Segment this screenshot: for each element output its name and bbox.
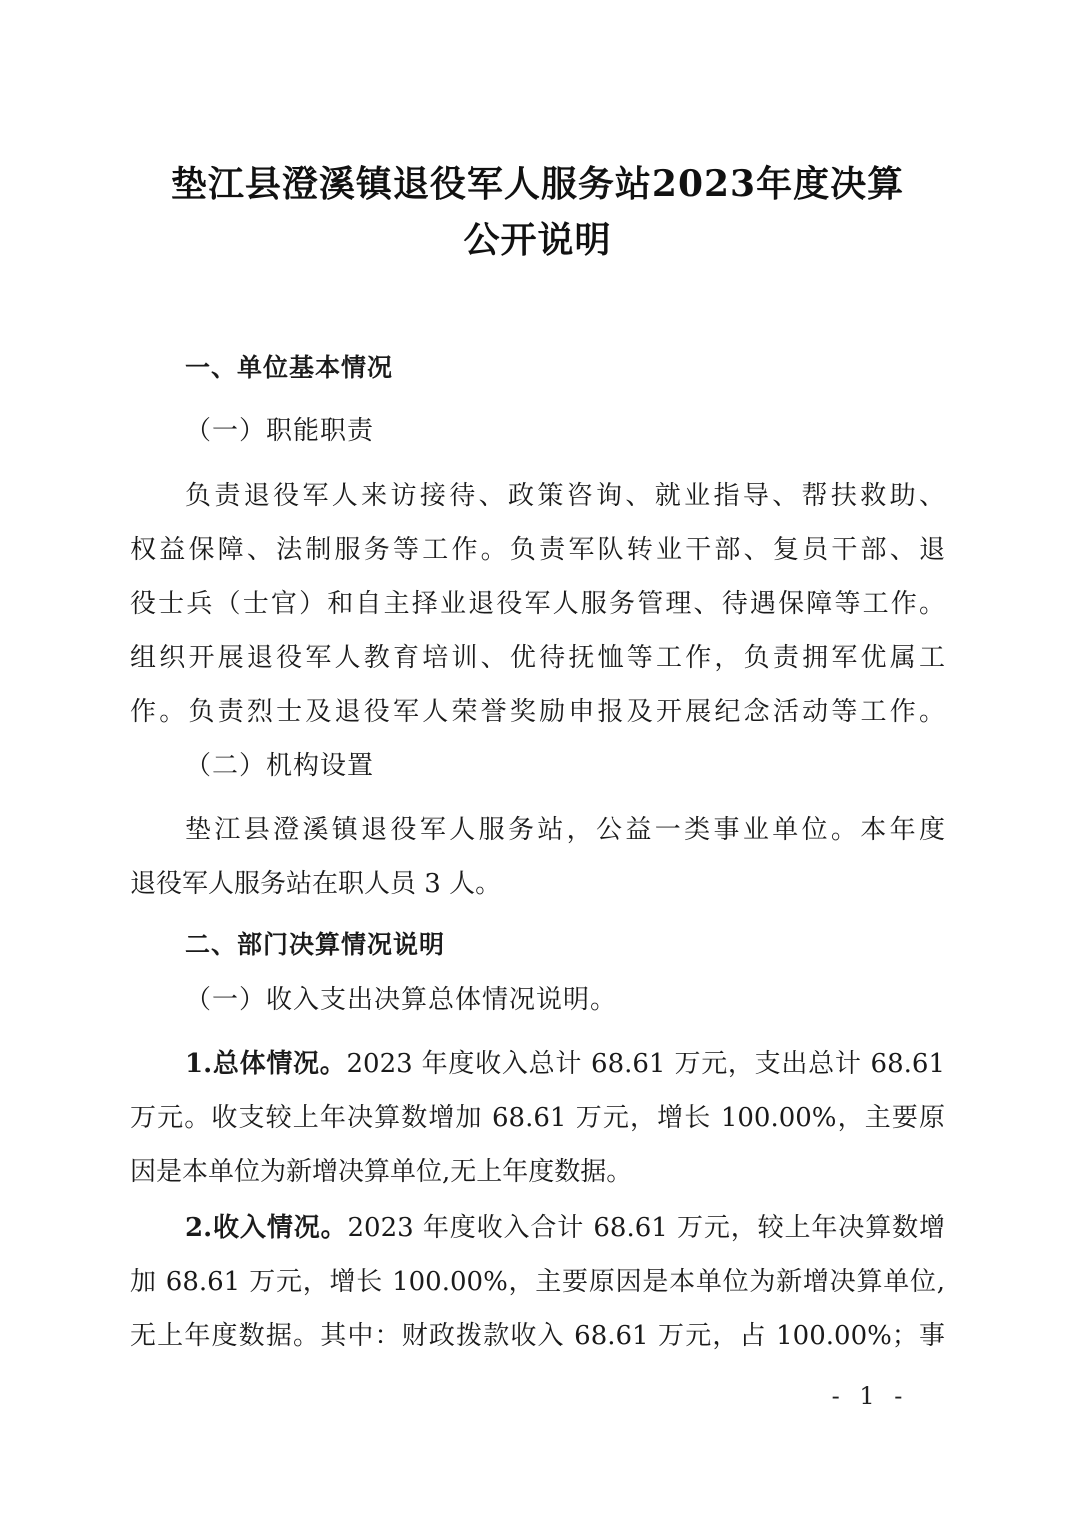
section-heading-final-accounts: 二、部门决算情况说明	[185, 930, 446, 959]
overview-line-1-text: 2023 年度收入总计 68.61 万元，支出总计 68.61	[346, 1049, 945, 1079]
income-paragraph-line-2: 加 68.61 万元，增长 100.00%，主要原因是本单位为新增决算单位,	[130, 1267, 945, 1297]
duties-line-4: 组织开展退役军人教育培训、优待抚恤等工作，负责拥军优属工	[130, 643, 945, 673]
overview-label: 1.总体情况。	[185, 1049, 347, 1079]
overview-paragraph-line-1	[185, 1046, 945, 1082]
duties-line-2: 权益保障、法制服务等工作。负责军队转业干部、复员干部、退	[130, 535, 945, 565]
income-label: 2.收入情况。	[185, 1213, 348, 1243]
document-title-line-1: 垫江县澄溪镇退役军人服务站2023年度决算	[170, 163, 905, 205]
income-paragraph-line-3: 无上年度数据。其中：财政拨款收入 68.61 万元，占 100.00%；事	[130, 1321, 945, 1351]
subheading-duties: （一）职能职责	[185, 416, 375, 446]
subheading-income-expense-overview: （一）收入支出决算总体情况说明。	[185, 985, 618, 1015]
income-paragraph-line-1	[185, 1210, 945, 1246]
duties-line-3: 役士兵（士官）和自主择业退役军人服务管理、待遇保障等工作。	[130, 589, 945, 619]
section-heading-basic-info: 一、单位基本情况	[185, 353, 394, 382]
org-line-1: 垫江县澄溪镇退役军人服务站，公益一类事业单位。本年度	[185, 815, 945, 845]
income-line-1-text: 2023 年度收入合计 68.61 万元，较上年决算数增	[347, 1213, 945, 1243]
page-number: - 1 -	[831, 1382, 909, 1410]
duties-line-1: 负责退役军人来访接待、政策咨询、就业指导、帮扶救助、	[185, 481, 945, 511]
duties-line-5: 作。负责烈士及退役军人荣誉奖励申报及开展纪念活动等工作。	[130, 697, 945, 727]
overview-paragraph-line-2: 万元。收支较上年决算数增加 68.61 万元，增长 100.00%，主要原	[130, 1103, 945, 1133]
overview-paragraph-line-3: 因是本单位为新增决算单位,无上年度数据。	[130, 1157, 633, 1187]
org-line-2: 退役军人服务站在职人员 3 人。	[130, 869, 502, 899]
document-title-line-2: 公开说明	[463, 219, 612, 261]
subheading-organization: （二）机构设置	[185, 751, 375, 781]
